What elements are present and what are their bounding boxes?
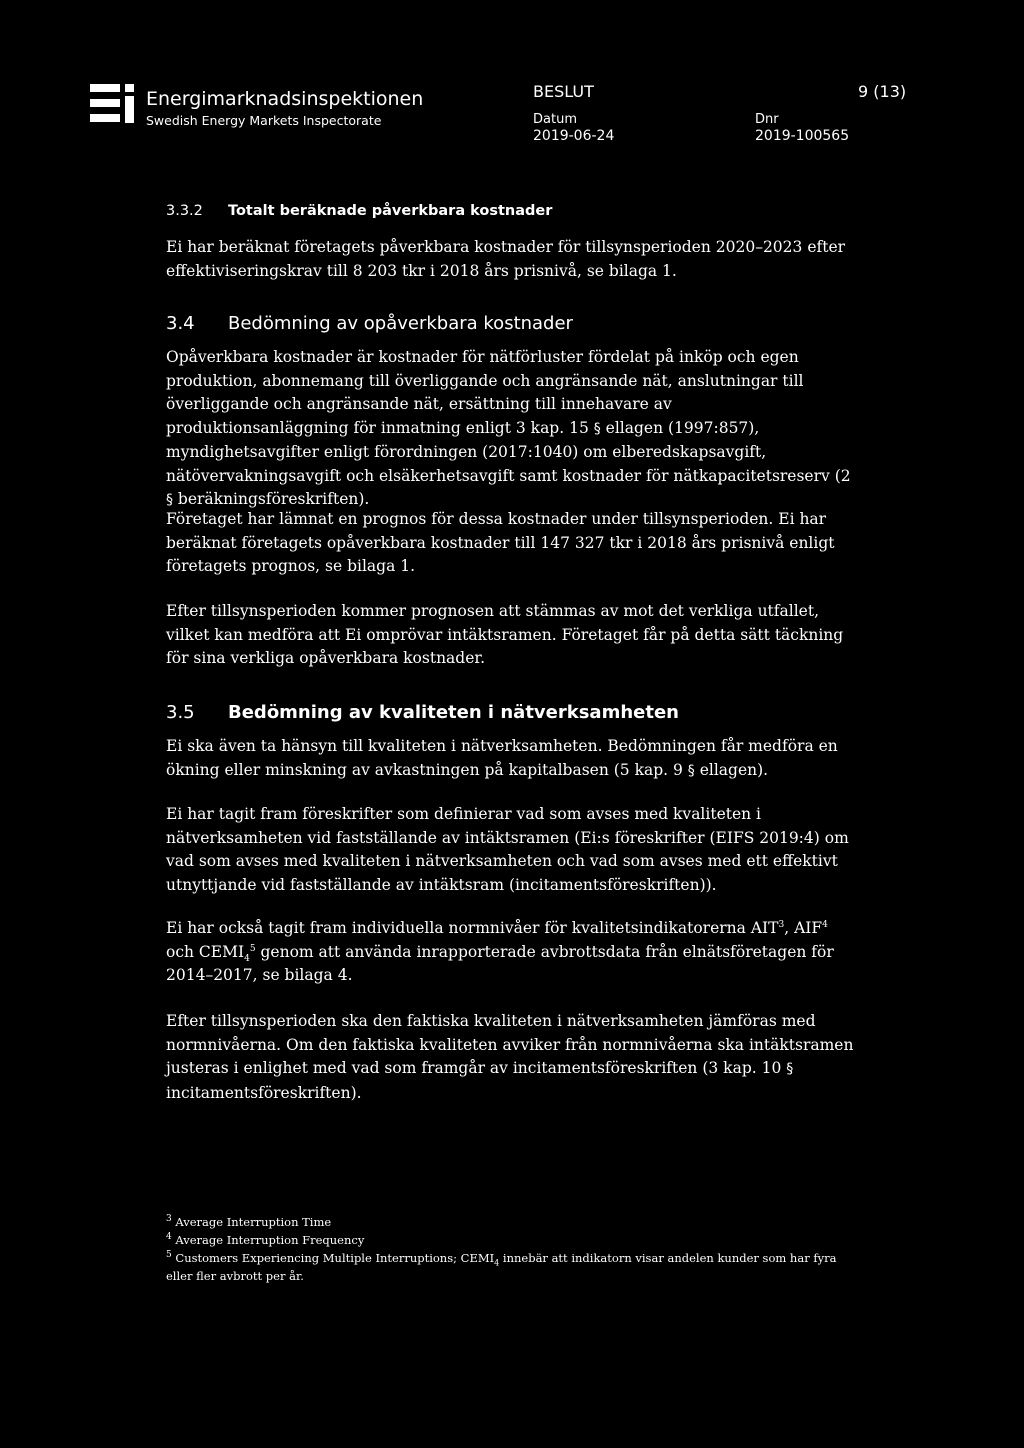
date-value: 2019-06-24 bbox=[533, 128, 615, 144]
paragraph-3-5-4 bbox=[166, 1010, 856, 1105]
footnote-4 bbox=[166, 1231, 856, 1249]
footnote-3 bbox=[166, 1213, 856, 1231]
heading-3-4 bbox=[166, 313, 573, 334]
footnote-text: innebär att indikatorn visar andelen kunder som har fyra eller fler avbrott per år. bbox=[166, 1251, 837, 1283]
text: incitamentsföreskriften). bbox=[166, 1083, 362, 1102]
paragraph-3-5-3 bbox=[166, 917, 856, 988]
footnote-text: Customers Experiencing Multiple Interruptions; CEMI bbox=[175, 1251, 495, 1265]
section-number: 3.4 bbox=[166, 313, 195, 334]
subscript: 4 bbox=[494, 1258, 500, 1268]
text: och CEMI bbox=[166, 942, 245, 961]
logo-i-dot bbox=[125, 84, 134, 92]
paragraph-3-3-2: Ei har beräknat företagets påverkbara kostnader för tillsynsperioden 2020–2023 efter effektiviseringskrav till 8 203 tkr i 2018 års prisnivå, se bilaga 1. bbox=[166, 238, 846, 280]
paragraph-3-5-1 bbox=[166, 735, 856, 783]
document-type: BESLUT bbox=[533, 82, 594, 101]
footnote-text: Average Interruption Time bbox=[175, 1215, 332, 1229]
date-label: Datum bbox=[533, 112, 577, 127]
logo-bar-middle bbox=[90, 99, 120, 107]
footnote-text: Average Interruption Frequency bbox=[175, 1233, 365, 1247]
text: ellagen). bbox=[694, 760, 769, 779]
heading-3-3-2 bbox=[166, 203, 552, 219]
footnote-ref: 3 bbox=[778, 919, 785, 930]
text: genom att använda inrapporterade avbrottsdata från elnätsföretagen för 2014–2017, se bilaga 4. bbox=[166, 942, 834, 984]
dnr-value: 2019-100565 bbox=[755, 128, 850, 144]
section-sign: § bbox=[687, 762, 695, 779]
text: Ei har också tagit fram individuella normnivåer för kvalitetsindikatorerna AIT bbox=[166, 919, 779, 937]
footnote-number: 3 bbox=[166, 1214, 172, 1225]
section-number: 3.5 bbox=[166, 702, 195, 723]
paragraph-3-4-3: Efter tillsynsperioden kommer prognosen att stämmas av mot det verkliga utfallet, vilket kan medföra att Ei omprövar intäktsramen. Företaget får på detta sätt täckning för sina verkliga opåverkbara kostnader. bbox=[166, 602, 844, 667]
footnote-number: 4 bbox=[166, 1232, 172, 1243]
section-sign: § bbox=[786, 1061, 794, 1077]
footnote-number: 5 bbox=[166, 1250, 172, 1261]
footnote-5 bbox=[166, 1249, 856, 1285]
section-title: Bedömning av opåverkbara kostnader bbox=[228, 313, 573, 334]
logo-bar-bottom bbox=[90, 114, 120, 122]
text: Ei ska även ta hänsyn till kvaliteten i nätverksamheten. Bedömningen får medföra en ökning eller minskning av avkastningen på kapitalbasen (5 kap. 9 bbox=[166, 737, 838, 779]
paragraph-3-4-2: Företaget har lämnat en prognos för dessa kostnader under tillsynsperioden. Ei har beräknat företagets opåverkbara kostnader till 147 327 tkr i 2018 års prisnivå enligt företagets prognos, se bilaga 1. bbox=[166, 510, 835, 575]
text: Opåverkbara kostnader är kostnader för nätförluster fördelat på inköp och egen produktion, abonnemang till överliggande och angränsande nät, anslutningar till överliggande och angränsande nät, ersättning till innehavare av produktionsanläggning för inmatning enligt 3 kap. 15 bbox=[166, 348, 804, 437]
org-name-english: Swedish Energy Markets Inspectorate bbox=[146, 113, 382, 128]
page-number: 9 (13) bbox=[858, 82, 907, 101]
text: beräkningsföreskriften). bbox=[173, 490, 370, 508]
text: Efter tillsynsperioden ska den faktiska kvaliteten i nätverksamheten jämföras med normnivåerna. Om den faktiska kvaliteten avviker från normnivåerna ska intäktsramen justeras i enlighet med vad som framgår av incitamentsföreskriften (3 kap. 10 bbox=[166, 1012, 854, 1077]
dnr-label: Dnr bbox=[755, 112, 779, 127]
paragraph-3-4-1 bbox=[166, 346, 856, 513]
footnote-ref: 4 bbox=[822, 919, 828, 930]
footnote-ref: 5 bbox=[249, 943, 256, 954]
subscript: 4 bbox=[244, 953, 250, 964]
org-name: Energimarknadsinspektionen bbox=[146, 88, 424, 110]
text: , AIF bbox=[784, 919, 823, 937]
section-title: Bedömning av kvaliteten i nätverksamheten bbox=[228, 702, 679, 723]
section-sign: § bbox=[166, 492, 173, 508]
section-sign: § bbox=[593, 420, 601, 437]
paragraph-3-5-2: Ei har tagit fram föreskrifter som definierar vad som avses med kvaliteten i nätverksamheten vid fastställande av intäktsramen (Ei:s föreskrifter (EIFS 2019:4) om vad som avses med kvaliteten i nätverksamheten och vad som avses med ett effektivt utnyttjande vid fastställande av intäktsram (incitamentsföreskriften)). bbox=[166, 805, 849, 894]
logo-bar-top bbox=[90, 84, 120, 92]
section-number: 3.3.2 bbox=[166, 203, 203, 219]
text: ellagen (1997:857), myndighetsavgifter enligt förordningen (2017:1040) om elberedskapsavgift, nätövervakningsavgift och elsäkerhetsavgift samt kostnader för nätkapacitetsreserv (2 bbox=[166, 418, 851, 485]
logo-i-stem bbox=[125, 96, 134, 123]
heading-3-5 bbox=[166, 702, 679, 723]
section-title: Totalt beräknade påverkbara kostnader bbox=[228, 203, 553, 219]
ei-logo bbox=[90, 82, 136, 124]
